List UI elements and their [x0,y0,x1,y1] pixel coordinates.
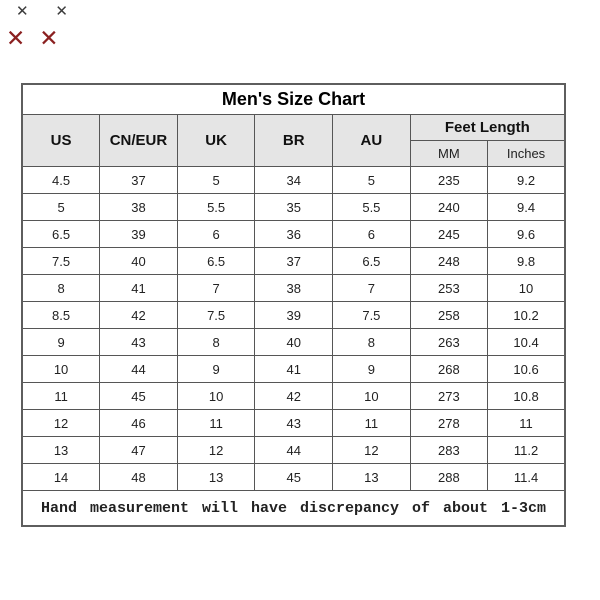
table-row [22,221,565,248]
size-cell: 10.6 [488,356,565,383]
size-cell: 273 [410,383,487,410]
size-cell: 48 [100,464,178,491]
size-cell: 5 [333,167,411,194]
size-cell: 7.5 [22,248,100,275]
size-cell: 47 [100,437,178,464]
size-cell: 45 [255,464,333,491]
column-header-us: US [22,115,100,167]
size-cell: 8.5 [22,302,100,329]
table-row [22,84,565,115]
table-row [22,167,565,194]
column-header-uk: UK [177,115,255,167]
table-row [22,464,565,491]
size-cell: 11 [177,410,255,437]
size-cell: 240 [410,194,487,221]
size-cell: 34 [255,167,333,194]
chart-title: Men's Size Chart [22,84,565,115]
size-cell: 7 [177,275,255,302]
column-header-cn-eur: CN/EUR [100,115,178,167]
size-cell: 11 [22,383,100,410]
size-cell: 8 [177,329,255,356]
size-cell: 6 [177,221,255,248]
size-cell: 8 [333,329,411,356]
size-cell: 10 [333,383,411,410]
size-cell: 41 [100,275,178,302]
size-cell: 44 [100,356,178,383]
size-cell: 9.8 [488,248,565,275]
size-cell: 37 [100,167,178,194]
size-cell: 43 [255,410,333,437]
table-row [22,194,565,221]
size-cell: 7 [333,275,411,302]
size-cell: 10 [22,356,100,383]
size-cell: 38 [255,275,333,302]
size-cell: 10.8 [488,383,565,410]
size-cell: 253 [410,275,487,302]
size-cell: 263 [410,329,487,356]
size-cell: 6 [333,221,411,248]
column-header-inches: Inches [488,141,565,167]
size-cell: 5 [177,167,255,194]
size-cell: 36 [255,221,333,248]
size-cell: 5.5 [333,194,411,221]
table-row [22,248,565,275]
size-cell: 245 [410,221,487,248]
size-cell: 6.5 [333,248,411,275]
size-cell: 5 [22,194,100,221]
size-cell: 42 [255,383,333,410]
size-cell: 9 [333,356,411,383]
size-cell: 7.5 [333,302,411,329]
size-cell: 12 [22,410,100,437]
x-mark-pair-black: ✕ ✕ [16,2,79,20]
size-cell: 46 [100,410,178,437]
size-cell: 268 [410,356,487,383]
table-row [22,329,565,356]
size-chart-container [21,83,566,516]
size-cell: 8 [22,275,100,302]
size-cell: 39 [100,221,178,248]
size-chart-table [21,83,566,527]
table-row [22,302,565,329]
size-cell: 9 [177,356,255,383]
table-row [22,275,565,302]
size-cell: 283 [410,437,487,464]
size-cell: 13 [177,464,255,491]
size-cell: 10 [488,275,565,302]
x-mark-pair-red: ✕ ✕ [6,26,62,52]
size-cell: 37 [255,248,333,275]
table-row [22,437,565,464]
table-row [22,383,565,410]
size-cell: 11 [333,410,411,437]
size-cell: 11.2 [488,437,565,464]
size-cell: 5.5 [177,194,255,221]
size-cell: 11.4 [488,464,565,491]
column-header-mm: MM [410,141,487,167]
size-cell: 9.2 [488,167,565,194]
size-cell: 12 [333,437,411,464]
size-cell: 44 [255,437,333,464]
size-cell: 258 [410,302,487,329]
size-cell: 6.5 [22,221,100,248]
column-header-br: BR [255,115,333,167]
table-row [22,115,565,141]
size-cell: 10.2 [488,302,565,329]
column-header-feet-length: Feet Length [410,115,565,141]
column-header-au: AU [333,115,411,167]
size-cell: 288 [410,464,487,491]
size-cell: 35 [255,194,333,221]
size-cell: 6.5 [177,248,255,275]
size-cell: 10.4 [488,329,565,356]
size-cell: 4.5 [22,167,100,194]
table-row [22,356,565,383]
size-cell: 12 [177,437,255,464]
measurement-note: Hand measurement will have discrepancy of about 1-3cm [22,491,565,527]
size-cell: 40 [255,329,333,356]
size-cell: 41 [255,356,333,383]
size-cell: 40 [100,248,178,275]
size-cell: 14 [22,464,100,491]
size-cell: 9.6 [488,221,565,248]
size-cell: 7.5 [177,302,255,329]
table-row [22,410,565,437]
size-cell: 278 [410,410,487,437]
size-cell: 235 [410,167,487,194]
size-cell: 10 [177,383,255,410]
size-cell: 13 [22,437,100,464]
size-cell: 38 [100,194,178,221]
size-cell: 9 [22,329,100,356]
size-cell: 45 [100,383,178,410]
size-cell: 43 [100,329,178,356]
size-cell: 248 [410,248,487,275]
size-cell: 11 [488,410,565,437]
size-cell: 39 [255,302,333,329]
size-cell: 42 [100,302,178,329]
size-cell: 9.4 [488,194,565,221]
table-row [22,491,565,527]
size-cell: 13 [333,464,411,491]
